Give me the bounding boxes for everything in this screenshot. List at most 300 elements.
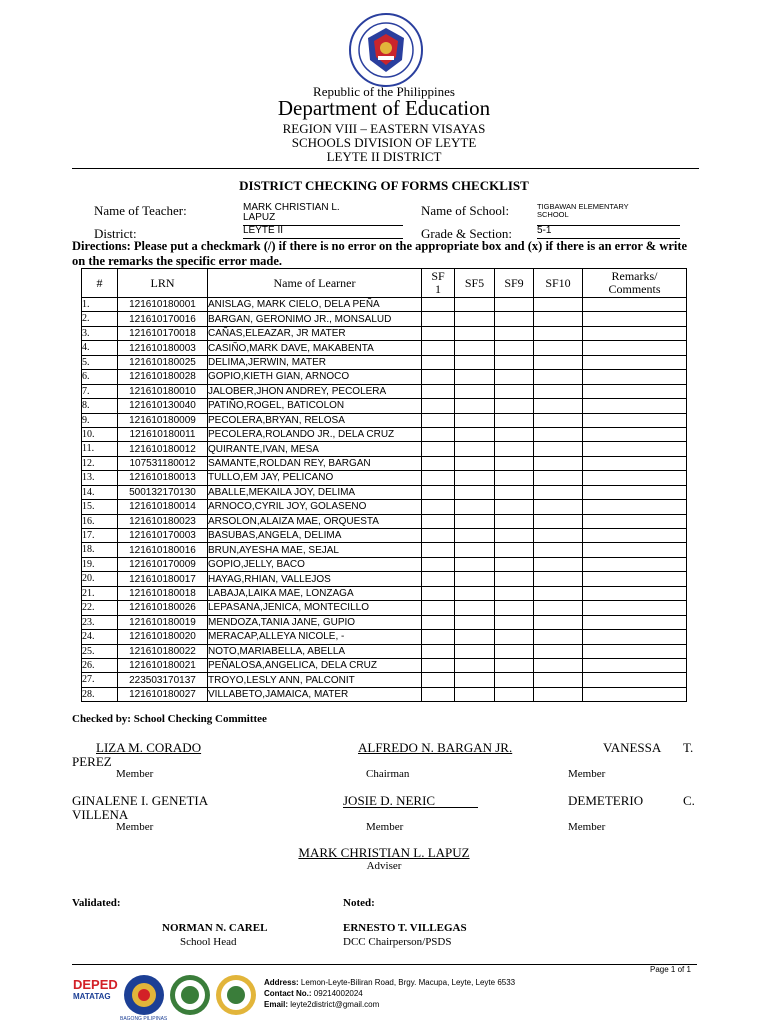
row-lrn: 121610180022 <box>118 644 208 658</box>
row-lrn: 121610170016 <box>118 312 208 326</box>
col-sf1-b: 1 <box>435 282 441 296</box>
col-sf5: SF5 <box>455 269 495 298</box>
row-sf9-box[interactable] <box>495 514 534 528</box>
row-sf1-box[interactable] <box>422 456 455 470</box>
col-sf9: SF9 <box>495 269 534 298</box>
row-sf9-box[interactable] <box>495 341 534 355</box>
footer-divider <box>72 964 697 965</box>
row-sf1-box[interactable] <box>422 326 455 340</box>
row-sf10-box[interactable] <box>534 500 583 514</box>
row-sf10-box[interactable] <box>534 312 583 326</box>
row-sf5-box[interactable] <box>455 601 495 615</box>
bagong-pilipinas-logo-icon <box>124 975 164 1015</box>
row-sf5-box[interactable] <box>455 572 495 586</box>
row-remarks-cell[interactable] <box>583 312 687 326</box>
row-remarks-cell[interactable] <box>583 413 687 427</box>
table-row <box>82 326 687 340</box>
row-sf5-box[interactable] <box>455 615 495 629</box>
row-sf5-box[interactable] <box>455 586 495 600</box>
row-remarks-cell[interactable] <box>583 586 687 600</box>
row-learner-name: BRUN,AYESHA MAE, SEJAL <box>208 543 422 557</box>
row-sf5-box[interactable] <box>455 370 495 384</box>
row-sf5-box[interactable] <box>455 442 495 456</box>
teacher-line2: LAPUZ <box>243 212 276 223</box>
row-sf5-box[interactable] <box>455 427 495 441</box>
row-learner-name: ARSOLON,ALAIZA MAE, ORQUESTA <box>208 514 422 528</box>
table-row <box>82 384 687 398</box>
row-remarks-cell[interactable] <box>583 615 687 629</box>
row-sf1-box[interactable] <box>422 298 455 312</box>
district-label: District: <box>94 226 137 241</box>
row-lrn: 121610180019 <box>118 615 208 629</box>
table-row <box>82 370 687 384</box>
row-lrn: 121610180016 <box>118 543 208 557</box>
table-row <box>82 413 687 427</box>
table-row <box>82 658 687 672</box>
member5-name: JOSIE D. NERIC <box>343 793 478 808</box>
row-sf9-box[interactable] <box>495 644 534 658</box>
school-line1: TIGBAWAN ELEMENTARY <box>537 202 629 211</box>
member5-role: Member <box>366 821 404 833</box>
row-sf10-box[interactable] <box>534 442 583 456</box>
row-sf5-box[interactable] <box>455 471 495 485</box>
table-row <box>82 572 687 586</box>
row-sf10-box[interactable] <box>534 399 583 413</box>
table-row <box>82 644 687 658</box>
row-sf10-box[interactable] <box>534 485 583 499</box>
row-sf9-box[interactable] <box>495 355 534 369</box>
row-remarks-cell[interactable] <box>583 456 687 470</box>
row-number: 21. <box>82 586 118 600</box>
district-value: LEYTE II <box>243 226 403 239</box>
school-head-role: School Head <box>180 936 237 948</box>
row-sf10-box[interactable] <box>534 529 583 543</box>
deped-logo-text: DEPED <box>73 977 118 992</box>
row-sf10-box[interactable] <box>534 514 583 528</box>
table-row <box>82 615 687 629</box>
row-sf9-box[interactable] <box>495 500 534 514</box>
row-number: 15. <box>82 500 118 514</box>
row-lrn: 121610180017 <box>118 572 208 586</box>
row-learner-name: CAÑAS,ELEAZAR, JR MATER <box>208 326 422 340</box>
col-remarks <box>583 269 687 298</box>
row-sf5-box[interactable] <box>455 326 495 340</box>
school-field <box>537 203 680 226</box>
row-lrn: 121610180020 <box>118 630 208 644</box>
row-sf1-box[interactable] <box>422 687 455 701</box>
table-row <box>82 355 687 369</box>
row-remarks-cell[interactable] <box>583 572 687 586</box>
row-remarks-cell[interactable] <box>583 399 687 413</box>
table-row <box>82 500 687 514</box>
page-title: DISTRICT CHECKING OF FORMS CHECKLIST <box>239 178 529 193</box>
deped-logo <box>73 978 121 1014</box>
row-lrn: 121610180003 <box>118 341 208 355</box>
col-lrn: LRN <box>118 269 208 298</box>
row-number: 6. <box>82 370 118 384</box>
row-sf5-box[interactable] <box>455 514 495 528</box>
address-value: Lemon-Leyte-Biliran Road, Brgy. Macupa, Leyte, Leyte 6533 <box>300 978 516 987</box>
row-sf5-box[interactable] <box>455 399 495 413</box>
division-logo-icon <box>170 975 210 1015</box>
row-lrn: 121610180018 <box>118 586 208 600</box>
row-remarks-cell[interactable] <box>583 658 687 672</box>
row-sf9-box[interactable] <box>495 615 534 629</box>
member4-role: Member <box>116 821 154 833</box>
row-sf10-box[interactable] <box>534 586 583 600</box>
row-number: 22. <box>82 601 118 615</box>
district-text: LEYTE II DISTRICT <box>326 149 442 164</box>
member6-role: Member <box>568 821 606 833</box>
table-row <box>82 586 687 600</box>
row-lrn: 121610180009 <box>118 413 208 427</box>
row-remarks-cell[interactable] <box>583 326 687 340</box>
school-head-name: NORMAN N. CAREL <box>162 922 268 934</box>
row-sf1-box[interactable] <box>422 341 455 355</box>
row-learner-name: PECOLERA,BRYAN, RELOSA <box>208 413 422 427</box>
row-sf9-box[interactable] <box>495 586 534 600</box>
row-number: 12. <box>82 456 118 470</box>
member3-name-b: T. <box>683 740 694 755</box>
row-lrn: 121610180021 <box>118 658 208 672</box>
row-remarks-cell[interactable] <box>583 370 687 384</box>
row-lrn: 121610180028 <box>118 370 208 384</box>
row-sf1-box[interactable] <box>422 586 455 600</box>
row-sf10-box[interactable] <box>534 370 583 384</box>
directions-text: Directions: Please put a checkmark (/) if there is no error on the appropriate box and (x) if there is an error & write on the remarks the specific error made. <box>72 239 688 268</box>
row-learner-name: LEPASANA,JENICA, MONTECILLO <box>208 601 422 615</box>
row-sf5-box[interactable] <box>455 485 495 499</box>
grade-label: Grade & Section: <box>421 226 512 241</box>
table-row <box>82 341 687 355</box>
row-sf1-box[interactable] <box>422 630 455 644</box>
checked-by-text: Checked by: School Checking Committee <box>72 713 267 725</box>
adviser-block <box>0 845 768 861</box>
row-number: 13. <box>82 471 118 485</box>
row-learner-name: LABAJA,LAIKA MAE, LONZAGA <box>208 586 422 600</box>
row-sf10-box[interactable] <box>534 341 583 355</box>
row-remarks-cell[interactable] <box>583 514 687 528</box>
row-remarks-cell[interactable] <box>583 471 687 485</box>
row-sf10-box[interactable] <box>534 557 583 571</box>
row-sf9-box[interactable] <box>495 399 534 413</box>
row-sf1-box[interactable] <box>422 355 455 369</box>
row-sf1-box[interactable] <box>422 658 455 672</box>
row-learner-name: BARGAN, GERONIMO JR., MONSALUD <box>208 312 422 326</box>
row-number: 25. <box>82 644 118 658</box>
row-sf9-box[interactable] <box>495 298 534 312</box>
row-sf10-box[interactable] <box>534 572 583 586</box>
page-number: Page 1 of 1 <box>650 965 691 974</box>
col-sf10: SF10 <box>534 269 583 298</box>
row-learner-name: MENDOZA,TANIA JANE, GUPIO <box>208 615 422 629</box>
row-sf5-box[interactable] <box>455 384 495 398</box>
row-sf10-box[interactable] <box>534 658 583 672</box>
row-lrn: 121610180014 <box>118 500 208 514</box>
member1-name: LIZA M. CORADO <box>96 740 202 755</box>
row-sf9-box[interactable] <box>495 456 534 470</box>
row-sf9-box[interactable] <box>495 673 534 687</box>
email-line <box>264 1000 379 1009</box>
noted-label: Noted: <box>343 897 375 909</box>
teacher-line1: MARK CHRISTIAN L. <box>243 202 340 213</box>
row-sf5-box[interactable] <box>455 543 495 557</box>
col-name: Name of Learner <box>208 269 422 298</box>
member3-role: Member <box>568 768 606 780</box>
row-sf9-box[interactable] <box>495 658 534 672</box>
row-sf9-box[interactable] <box>495 485 534 499</box>
row-sf5-box[interactable] <box>455 557 495 571</box>
row-remarks-cell[interactable] <box>583 384 687 398</box>
row-remarks-cell[interactable] <box>583 543 687 557</box>
row-lrn: 121610180027 <box>118 687 208 701</box>
row-remarks-cell[interactable] <box>583 298 687 312</box>
row-learner-name: BASUBAS,ANGELA, DELIMA <box>208 529 422 543</box>
row-remarks-cell[interactable] <box>583 500 687 514</box>
bagong-text: BAGONG PILIPINAS <box>120 1016 168 1022</box>
row-sf10-box[interactable] <box>534 543 583 557</box>
row-lrn: 107531180012 <box>118 456 208 470</box>
chairman-role: Chairman <box>366 768 410 780</box>
row-lrn: 121610180023 <box>118 514 208 528</box>
row-sf1-box[interactable] <box>422 427 455 441</box>
row-sf10-box[interactable] <box>534 630 583 644</box>
table-row <box>82 529 687 543</box>
row-sf9-box[interactable] <box>495 687 534 701</box>
deped-seal-icon <box>348 12 424 88</box>
row-sf9-box[interactable] <box>495 471 534 485</box>
table-row <box>82 442 687 456</box>
row-number: 23. <box>82 615 118 629</box>
row-number: 20. <box>82 572 118 586</box>
row-sf9-box[interactable] <box>495 442 534 456</box>
row-number: 1. <box>82 298 118 312</box>
row-number: 11. <box>82 442 118 456</box>
row-learner-name: PATIÑO,ROGEL, BATICOLON <box>208 399 422 413</box>
row-remarks-cell[interactable] <box>583 442 687 456</box>
row-sf1-box[interactable] <box>422 644 455 658</box>
row-sf9-box[interactable] <box>495 572 534 586</box>
row-sf5-box[interactable] <box>455 644 495 658</box>
table-header-row <box>82 269 687 298</box>
row-lrn: 121610170009 <box>118 557 208 571</box>
row-remarks-cell[interactable] <box>583 355 687 369</box>
row-number: 10. <box>82 427 118 441</box>
table-row <box>82 471 687 485</box>
row-learner-name: GOPIO,JELLY, BACO <box>208 557 422 571</box>
row-learner-name: ABALLE,MEKAILA JOY, DELIMA <box>208 485 422 499</box>
row-sf10-box[interactable] <box>534 355 583 369</box>
row-sf5-box[interactable] <box>455 529 495 543</box>
row-sf9-box[interactable] <box>495 370 534 384</box>
row-learner-name: TULLO,EM JAY, PELICANO <box>208 471 422 485</box>
row-sf9-box[interactable] <box>495 630 534 644</box>
row-sf9-box[interactable] <box>495 312 534 326</box>
republic-text: Republic of the Philippines <box>313 84 455 99</box>
district-logo-icon <box>216 975 256 1015</box>
row-lrn: 121610180011 <box>118 427 208 441</box>
row-sf1-box[interactable] <box>422 312 455 326</box>
table-row <box>82 298 687 312</box>
school-line2: SCHOOL <box>537 210 569 219</box>
col-remarks-a: Remarks/ <box>611 269 658 283</box>
row-sf1-box[interactable] <box>422 673 455 687</box>
table-row <box>82 601 687 615</box>
row-sf5-box[interactable] <box>455 687 495 701</box>
contact-value: 09214002024 <box>313 989 363 998</box>
col-sf1-a: SF <box>431 269 445 283</box>
row-sf1-box[interactable] <box>422 514 455 528</box>
row-sf10-box[interactable] <box>534 413 583 427</box>
row-sf1-box[interactable] <box>422 384 455 398</box>
chairman-name: ALFREDO N. BARGAN JR. <box>358 740 513 755</box>
member3-name-c: PEREZ <box>72 754 112 769</box>
row-sf5-box[interactable] <box>455 312 495 326</box>
row-sf5-box[interactable] <box>455 630 495 644</box>
row-sf10-box[interactable] <box>534 601 583 615</box>
row-lrn: 121610170003 <box>118 529 208 543</box>
row-lrn: 500132170130 <box>118 485 208 499</box>
row-number: 24. <box>82 630 118 644</box>
checklist-table <box>81 268 687 702</box>
row-remarks-cell[interactable] <box>583 557 687 571</box>
row-sf5-box[interactable] <box>455 341 495 355</box>
row-sf5-box[interactable] <box>455 355 495 369</box>
row-learner-name: QUIRANTE,IVAN, MESA <box>208 442 422 456</box>
row-learner-name: GOPIO,KIETH GIAN, ARNOCO <box>208 370 422 384</box>
row-sf1-box[interactable] <box>422 557 455 571</box>
member6-name-b: C. <box>683 793 695 808</box>
row-lrn: 121610130040 <box>118 399 208 413</box>
row-sf1-box[interactable] <box>422 399 455 413</box>
row-sf10-box[interactable] <box>534 456 583 470</box>
row-learner-name: TROYO,LESLY ANN, PALCONIT <box>208 673 422 687</box>
row-sf5-box[interactable] <box>455 456 495 470</box>
row-number: 27. <box>82 673 118 687</box>
row-sf10-box[interactable] <box>534 471 583 485</box>
row-number: 19. <box>82 557 118 571</box>
row-sf1-box[interactable] <box>422 543 455 557</box>
row-sf1-box[interactable] <box>422 615 455 629</box>
row-sf5-box[interactable] <box>455 658 495 672</box>
row-sf1-box[interactable] <box>422 370 455 384</box>
row-sf9-box[interactable] <box>495 529 534 543</box>
member4-name: GINALENE I. GENETIA <box>72 793 209 808</box>
row-sf9-box[interactable] <box>495 557 534 571</box>
row-learner-name: ARNOCO,CYRIL JOY, GOLASENO <box>208 500 422 514</box>
row-sf10-box[interactable] <box>534 427 583 441</box>
row-sf9-box[interactable] <box>495 601 534 615</box>
row-number: 16. <box>82 514 118 528</box>
row-sf9-box[interactable] <box>495 326 534 340</box>
row-sf5-box[interactable] <box>455 673 495 687</box>
row-sf10-box[interactable] <box>534 644 583 658</box>
row-learner-name: CASIÑO,MARK DAVE, MAKABENTA <box>208 341 422 355</box>
row-sf9-box[interactable] <box>495 543 534 557</box>
row-remarks-cell[interactable] <box>583 601 687 615</box>
row-sf1-box[interactable] <box>422 471 455 485</box>
school-label: Name of School: <box>421 203 510 218</box>
table-row <box>82 427 687 441</box>
teacher-label: Name of Teacher: <box>94 203 187 218</box>
row-lrn: 121610180025 <box>118 355 208 369</box>
row-sf9-box[interactable] <box>495 384 534 398</box>
row-sf1-box[interactable] <box>422 485 455 499</box>
row-sf1-box[interactable] <box>422 413 455 427</box>
row-sf10-box[interactable] <box>534 673 583 687</box>
row-remarks-cell[interactable] <box>583 673 687 687</box>
member6-name-a: DEMETERIO <box>568 793 644 808</box>
row-remarks-cell[interactable] <box>583 687 687 701</box>
region-text: REGION VIII – EASTERN VISAYAS <box>282 121 486 136</box>
contact-label: Contact No.: <box>264 989 312 998</box>
row-sf10-box[interactable] <box>534 687 583 701</box>
row-number: 18. <box>82 543 118 557</box>
row-number: 4. <box>82 341 118 355</box>
row-learner-name: DELIMA,JERWIN, MATER <box>208 355 422 369</box>
table-row <box>82 543 687 557</box>
row-remarks-cell[interactable] <box>583 341 687 355</box>
table-row <box>82 687 687 701</box>
adviser-name: MARK CHRISTIAN L. LAPUZ <box>298 845 470 860</box>
row-sf10-box[interactable] <box>534 384 583 398</box>
row-number: 26. <box>82 658 118 672</box>
row-remarks-cell[interactable] <box>583 529 687 543</box>
row-remarks-cell[interactable] <box>583 630 687 644</box>
col-num: # <box>82 269 118 298</box>
table-row <box>82 485 687 499</box>
row-sf1-box[interactable] <box>422 500 455 514</box>
contact-line <box>264 989 363 998</box>
table-row <box>82 673 687 687</box>
row-sf5-box[interactable] <box>455 500 495 514</box>
row-sf10-box[interactable] <box>534 298 583 312</box>
address-label: Address: <box>264 978 299 987</box>
row-sf1-box[interactable] <box>422 442 455 456</box>
department-text: Department of Education <box>277 96 491 120</box>
row-remarks-cell[interactable] <box>583 644 687 658</box>
row-remarks-cell[interactable] <box>583 485 687 499</box>
row-sf10-box[interactable] <box>534 615 583 629</box>
col-remarks-b: Comments <box>608 282 661 296</box>
psds-role: DCC Chairperson/PSDS <box>343 936 452 948</box>
row-number: 9. <box>82 413 118 427</box>
row-sf1-box[interactable] <box>422 601 455 615</box>
psds-name: ERNESTO T. VILLEGAS <box>343 922 467 934</box>
row-sf5-box[interactable] <box>455 413 495 427</box>
row-number: 14. <box>82 485 118 499</box>
row-lrn: 121610180026 <box>118 601 208 615</box>
email-value: leyte2district@gmail.com <box>290 1000 380 1009</box>
row-sf10-box[interactable] <box>534 326 583 340</box>
row-learner-name: HAYAG,RHIAN, VALLEJOS <box>208 572 422 586</box>
member1-role: Member <box>116 768 154 780</box>
row-remarks-cell[interactable] <box>583 427 687 441</box>
table-row <box>82 312 687 326</box>
row-sf5-box[interactable] <box>455 298 495 312</box>
member3-name-a: VANESSA <box>603 740 662 755</box>
row-learner-name: JALOBER,JHON ANDREY, PECOLERA <box>208 384 422 398</box>
row-sf1-box[interactable] <box>422 529 455 543</box>
row-sf9-box[interactable] <box>495 413 534 427</box>
row-sf9-box[interactable] <box>495 427 534 441</box>
row-lrn: 121610180001 <box>118 298 208 312</box>
row-number: 5. <box>82 355 118 369</box>
table-row <box>82 456 687 470</box>
row-sf1-box[interactable] <box>422 572 455 586</box>
table-row <box>82 399 687 413</box>
grade-value: 5-1 <box>537 226 680 239</box>
